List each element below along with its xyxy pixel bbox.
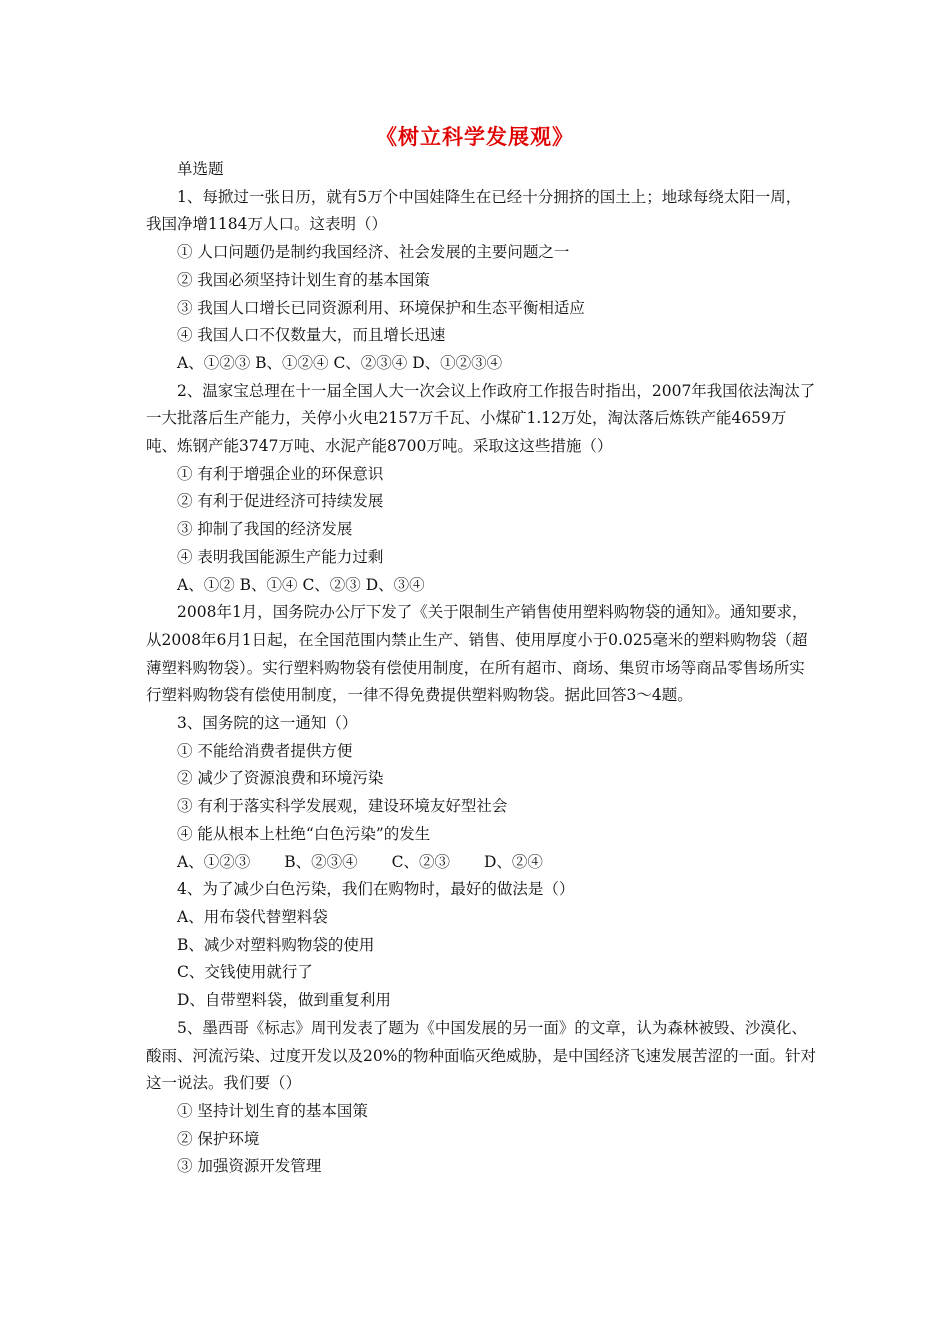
question-1-stem: 1、每掀过一张日历，就有5万个中国娃降生在已经十分拥挤的国土上；地球每绕太阳一周，我国净增1184万人口。这表明（）	[146, 187, 802, 234]
question-3-option: ② 减少了资源浪费和环境污染	[177, 769, 384, 788]
question-5-option: ② 保护环境	[177, 1129, 260, 1148]
question-4-option: A、用布袋代替塑料袋	[177, 907, 328, 926]
question-2-stem: 2、温家宝总理在十一届全国人大一次会议上作政府工作报告时指出，2007年我国依法淘汰了一大批落后生产能力，关停小火电2157万千瓦、小煤矿1.12万处，淘汰落后炼铁产能4659万吨、炼钢产能3747万吨、水泥产能8700万吨。采取这这些措施（）	[146, 381, 816, 456]
question-4-option: D、自带塑料袋，做到重复利用	[177, 991, 391, 1010]
question-2-choices: A、①② B、①④ C、②③ D、③④	[177, 575, 425, 594]
question-5-stem: 5、墨西哥《标志》周刊发表了题为《中国发展的另一面》的文章，认为森林被毁、沙漠化、酸雨、河流污染、过度开发以及20%的物种面临灭绝威胁，是中国经济飞速发展苦涩的一面。针对这一说法。我们要（）	[146, 1018, 816, 1093]
choice-b: B、②③④	[284, 852, 358, 871]
question-2-option: ④ 表明我国能源生产能力过剩	[177, 547, 384, 566]
choice-c: C、②③	[391, 852, 450, 871]
question-1-option: ③ 我国人口增长已同资源利用、环境保护和生态平衡相适应	[177, 298, 585, 317]
document-title: 《树立科学发展观》	[376, 124, 574, 149]
question-3-option: ④ 能从根本上杜绝“白色污染”的发生	[177, 824, 431, 843]
question-5-option: ③ 加强资源开发管理	[177, 1157, 322, 1176]
question-2-option: ③ 抑制了我国的经济发展	[177, 520, 353, 539]
section-heading: 单选题	[177, 160, 224, 178]
question-1-option: ④ 我国人口不仅数量大，而且增长迅速	[177, 326, 446, 345]
question-2-option: ① 有利于增强企业的环保意识	[177, 464, 384, 483]
question-3-choices	[146, 849, 816, 877]
question-1-choices: A、①②③ B、①②④ C、②③④ D、①②③④	[177, 353, 503, 372]
question-4-option: B、减少对塑料购物袋的使用	[177, 935, 375, 954]
question-3-option: ③ 有利于落实科学发展观，建设环境友好型社会	[177, 797, 508, 816]
question-4-option: C、交钱使用就行了	[177, 963, 313, 982]
document-body	[146, 156, 816, 1181]
question-5-option: ① 坚持计划生育的基本国策	[177, 1101, 368, 1120]
question-4-stem: 4、为了减少白色污染，我们在购物时，最好的做法是（）	[177, 880, 575, 899]
question-1-option: ① 人口问题仍是制约我国经济、社会发展的主要问题之一	[177, 243, 570, 262]
question-1-option: ② 我国必须坚持计划生育的基本国策	[177, 270, 430, 289]
choice-a: A、①②③	[177, 852, 251, 871]
question-3-option: ① 不能给消费者提供方便	[177, 741, 353, 760]
question-2-option: ② 有利于促进经济可持续发展	[177, 492, 384, 511]
choice-d: D、②④	[483, 852, 543, 871]
question-3-stem: 3、国务院的这一通知（）	[177, 714, 358, 733]
reading-passage: 2008年1月，国务院办公厅下发了《关于限制生产销售使用塑料购物袋的通知》。通知要求，从2008年6月1日起，在全国范围内禁止生产、销售、使用厚度小于0.025毫米的塑料购物袋（超薄塑料购物袋）。实行塑料购物袋有偿使用制度，在所有超市、商场、集贸市场等商品零售场所实行塑料购物袋有偿使用制度，一律不得免费提供塑料购物袋。据此回答3～4题。	[146, 603, 808, 705]
